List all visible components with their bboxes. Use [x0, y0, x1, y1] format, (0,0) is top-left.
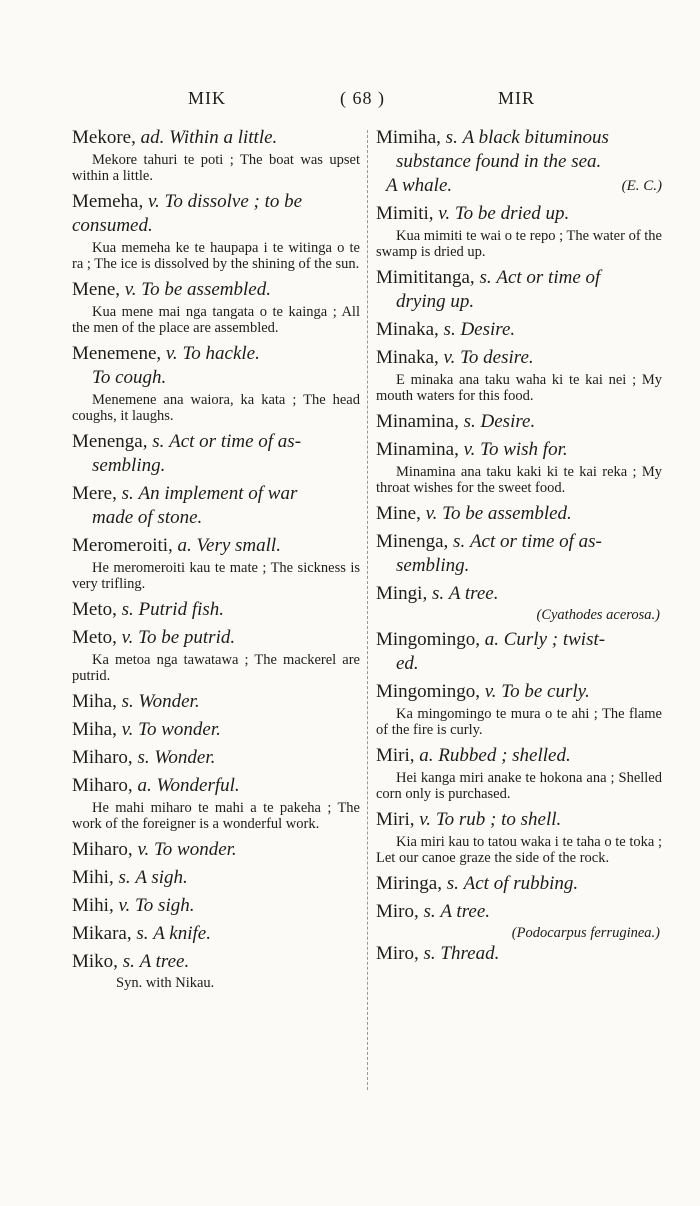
headword: Mihi,: [72, 867, 114, 888]
definition-continued: made of stone.: [92, 507, 203, 528]
headword: Minamina,: [376, 411, 459, 432]
entry-minaka-s: [376, 318, 662, 346]
botanical-name: (Cyathodes acerosa.): [536, 607, 660, 623]
definition: To be putrid.: [138, 627, 236, 648]
definition-continued: sembling.: [396, 555, 470, 576]
part-of-speech: v.: [165, 343, 178, 364]
definition: To rub ; to shell.: [435, 809, 562, 830]
definition: A knife.: [153, 923, 211, 944]
entry-miro-tree: [376, 900, 662, 942]
part-of-speech: s.: [443, 319, 456, 340]
part-of-speech: s.: [136, 923, 149, 944]
right-column: [376, 126, 662, 966]
definition: Act or time of: [496, 267, 601, 288]
part-of-speech: s.: [446, 873, 459, 894]
part-of-speech: s.: [118, 867, 131, 888]
headword: Miha,: [72, 719, 117, 740]
part-of-speech: s.: [137, 747, 150, 768]
entry-mene: [72, 278, 360, 336]
botanical-name: (Podocarpus ferruginea.): [511, 925, 660, 941]
part-of-speech: v.: [438, 203, 451, 224]
example: Hei kanga miri anake te hokona ana ; Shelled corn only is purchased.: [376, 770, 662, 802]
entry-miko: [72, 950, 360, 992]
headword: Meto,: [72, 627, 117, 648]
definition: To wonder.: [138, 719, 221, 740]
definition: To wonder.: [153, 839, 237, 860]
headword: Mikara,: [72, 923, 132, 944]
synonym-note: Syn. with Nikau.: [116, 975, 215, 991]
part-of-speech: v.: [443, 347, 456, 368]
entry-mingomingo-v: [376, 680, 662, 738]
example: Ka metoa nga tawatawa ; The mackerel are putrid.: [72, 652, 360, 684]
part-of-speech: ad.: [140, 127, 165, 148]
entry-minenga: [376, 530, 662, 582]
part-of-speech: v.: [484, 681, 497, 702]
entry-memeha: [72, 190, 360, 272]
entry-miharo-v: [72, 838, 360, 866]
part-of-speech: s.: [121, 691, 134, 712]
headword: Meto,: [72, 599, 117, 620]
part-of-speech: v.: [118, 895, 131, 916]
definition: A sigh.: [135, 867, 188, 888]
part-of-speech: s.: [122, 951, 135, 972]
definition: To desire.: [460, 347, 534, 368]
entry-menemene: [72, 342, 360, 424]
entry-miri-a: [376, 744, 662, 802]
part-of-speech: s.: [121, 599, 134, 620]
definition: Thread.: [440, 943, 500, 964]
page-number: ( 68 ): [340, 88, 385, 108]
headword: Miri,: [376, 745, 415, 766]
definition: Act or time of as-: [469, 531, 602, 552]
definition: Desire.: [480, 411, 536, 432]
definition: A tree.: [139, 951, 190, 972]
headword: Mine,: [376, 503, 421, 524]
definition-continued: consumed.: [72, 215, 153, 236]
part-of-speech: s.: [423, 901, 436, 922]
entry-menenga: [72, 430, 360, 482]
entry-mikara: [72, 922, 360, 950]
entry-mihi-s: [72, 866, 360, 894]
definition: To sigh.: [134, 895, 195, 916]
headword: Mingomingo,: [376, 629, 480, 650]
example: Ka mingomingo te mura o te ahi ; The flame of the fire is curly.: [376, 706, 662, 738]
headword: Mimiti,: [376, 203, 434, 224]
definition: To dissolve ; to be: [164, 191, 303, 212]
example: Kua mene mai nga tangata o te kainga ; All the men of the place are assembled.: [72, 304, 360, 336]
entry-miharo-s: [72, 746, 360, 774]
definition: Wonderful.: [156, 775, 240, 796]
headword: Mingi,: [376, 583, 428, 604]
part-of-speech: a.: [177, 535, 192, 556]
headword: Menemene,: [72, 343, 162, 364]
headword: Mimititanga,: [376, 267, 475, 288]
part-of-speech: s.: [121, 483, 134, 504]
part-of-speech: v.: [121, 627, 134, 648]
part-of-speech: v.: [147, 191, 160, 212]
definition: Wonder.: [138, 691, 200, 712]
part-of-speech: s.: [445, 127, 458, 148]
headword: Miko,: [72, 951, 118, 972]
entry-mere: [72, 482, 360, 534]
part-of-speech: a.: [137, 775, 152, 796]
part-of-speech: s.: [423, 943, 436, 964]
headword: Minamina,: [376, 439, 459, 460]
definition: Very small.: [196, 535, 281, 556]
entry-mingi: [376, 582, 662, 628]
entry-mekore: [72, 126, 360, 184]
definition-whale: A whale.: [386, 175, 453, 196]
part-of-speech: v.: [419, 809, 432, 830]
definition: Act or time of as-: [169, 431, 302, 452]
part-of-speech: v.: [137, 839, 150, 860]
entry-miharo-a: [72, 774, 360, 832]
definition: Desire.: [460, 319, 516, 340]
example: Minamina ana taku kaki ki te kai reka ; My throat wishes for the sweet food.: [376, 464, 662, 496]
part-of-speech: s.: [479, 267, 492, 288]
example: Kua mimiti te wai o te repo ; The water of the swamp is dried up.: [376, 228, 662, 260]
headword: Mekore,: [72, 127, 136, 148]
entry-mimititanga: [376, 266, 662, 318]
part-of-speech: v.: [121, 719, 134, 740]
example: He meromeroiti kau te mate ; The sickness is very trifling.: [72, 560, 360, 592]
entry-mingomingo-a: [376, 628, 662, 680]
headword: Miharo,: [72, 839, 133, 860]
entry-mihi-v: [72, 894, 360, 922]
definition: To be curly.: [501, 681, 590, 702]
definition-continued: drying up.: [396, 291, 475, 312]
definition: To be assembled.: [141, 279, 271, 300]
definition: To wish for.: [480, 439, 568, 460]
definition: To be assembled.: [442, 503, 572, 524]
headword: Miha,: [72, 691, 117, 712]
entry-mine: [376, 502, 662, 530]
part-of-speech: v.: [463, 439, 476, 460]
entry-mimiha: [376, 126, 662, 202]
definition-continued: ed.: [396, 653, 419, 674]
part-of-speech: a.: [419, 745, 434, 766]
definition: A tree.: [448, 583, 499, 604]
entry-minamina-v: [376, 438, 662, 496]
definition-continued: sembling.: [92, 455, 166, 476]
part-of-speech: s.: [453, 531, 466, 552]
entry-miha-s: [72, 690, 360, 718]
example: Kia miri kau to tatou waka i te taha o te toka ; Let our canoe graze the side of the rock.: [376, 834, 662, 866]
header-right-guide-word: MIR: [498, 88, 536, 108]
example: He mahi miharo te mahi a te pakeha ; The work of the foreigner is a wonderful work.: [72, 800, 360, 832]
example: Menemene ana waiora, ka kata ; The head coughs, it laughs.: [72, 392, 360, 424]
entry-miro-thread: [376, 942, 662, 966]
entry-miha-v: [72, 718, 360, 746]
part-of-speech: v.: [124, 279, 137, 300]
definition: Act of rubbing.: [463, 873, 579, 894]
headword: Mihi,: [72, 895, 114, 916]
header-left-guide-word: MIK: [188, 88, 226, 108]
definition: A tree.: [440, 901, 491, 922]
definition: Rubbed ; shelled.: [438, 745, 571, 766]
part-of-speech: v.: [425, 503, 438, 524]
definition: A black bituminous: [462, 127, 609, 148]
headword: Miro,: [376, 901, 419, 922]
definition: An implement of war: [138, 483, 298, 504]
definition: To be dried up.: [454, 203, 570, 224]
headword: Miri,: [376, 809, 415, 830]
headword: Miringa,: [376, 873, 442, 894]
example: E minaka ana taku waha ki te kai nei ; My mouth waters for this food.: [376, 372, 662, 404]
entry-minaka-v: [376, 346, 662, 404]
headword: Meromeroiti,: [72, 535, 173, 556]
entry-meromeroiti: [72, 534, 360, 592]
entry-miri-v: [376, 808, 662, 866]
definition: To hackle.: [182, 343, 260, 364]
source-note: (E. C.): [621, 178, 662, 194]
headword: Menenga,: [72, 431, 148, 452]
headword: Miharo,: [72, 775, 133, 796]
definition-continued: substance found in the sea.: [396, 151, 602, 172]
headword: Mimiha,: [376, 127, 441, 148]
part-of-speech: s.: [431, 583, 445, 604]
entry-meto-s: [72, 598, 360, 626]
part-of-speech: a.: [484, 629, 499, 650]
headword: Mingomingo,: [376, 681, 480, 702]
headword: Minenga,: [376, 531, 449, 552]
entry-meto-v: [72, 626, 360, 684]
headword: Memeha,: [72, 191, 144, 212]
entry-minamina-s: [376, 410, 662, 438]
headword: Mere,: [72, 483, 117, 504]
headword: Miro,: [376, 943, 419, 964]
entry-mimiti: [376, 202, 662, 260]
part-of-speech: s.: [152, 431, 165, 452]
headword: Minaka,: [376, 319, 439, 340]
example: Mekore tahuri te poti ; The boat was upset within a little.: [72, 152, 360, 184]
definition-continued: To cough.: [92, 367, 167, 388]
definition: Wonder.: [154, 747, 216, 768]
example: Kua memeha ke te haupapa i te witinga o te ra ; The ice is dissolved by the shining of the sun.: [72, 240, 360, 272]
column-divider: [367, 130, 369, 1090]
headword: Mene,: [72, 279, 121, 300]
definition: Putrid fish.: [138, 599, 225, 620]
entry-miringa: [376, 872, 662, 900]
part-of-speech: s.: [463, 411, 476, 432]
definition: Curly ; twist-: [503, 629, 606, 650]
headword: Minaka,: [376, 347, 439, 368]
left-column: [72, 126, 360, 992]
headword: Miharo,: [72, 747, 133, 768]
page-header: [0, 88, 700, 114]
definition: Within a little.: [169, 127, 278, 148]
